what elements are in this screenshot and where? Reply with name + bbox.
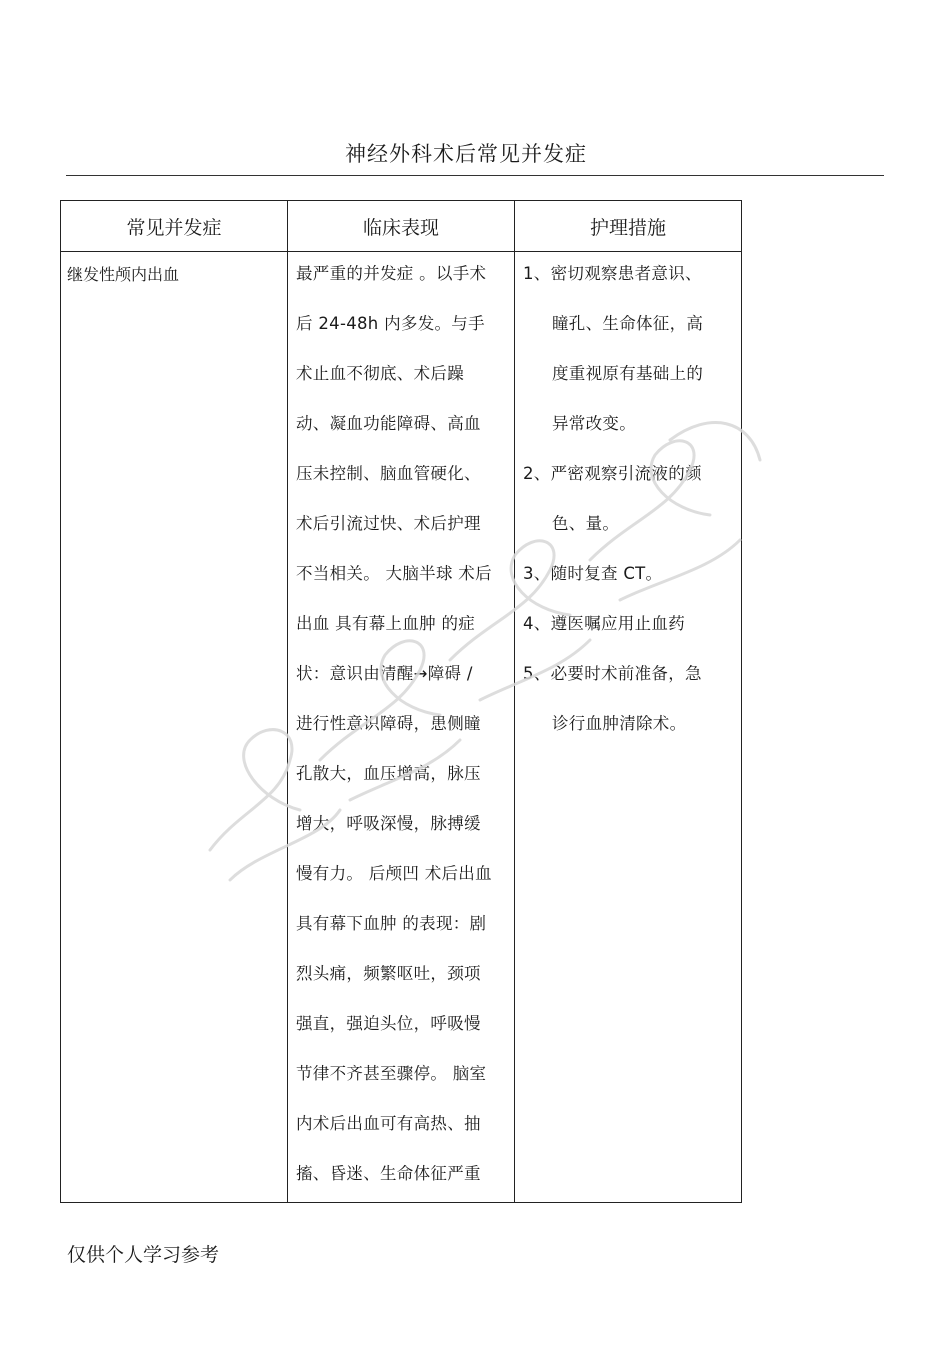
manifestation-line: 术后引流过快、术后护理 [296, 514, 481, 533]
manifestation-line: 术止血不彻底、术后躁 [296, 364, 464, 383]
manifestation-line: 具有幕下血肿 的表现：剧 [296, 914, 487, 933]
manifestation-cell [288, 252, 515, 1203]
manifestation-line: 后 24-48h 内多发。与手 [296, 314, 485, 333]
manifestation-line: 动、凝血功能障碍、高血 [296, 414, 481, 433]
care-line: 4、遵医嘱应用止血药 [523, 614, 685, 633]
header-care: 护理措施 [515, 201, 742, 252]
care-line: 5、必要时术前准备，急 [523, 664, 702, 683]
complication-table [60, 200, 742, 1203]
header-manifestation: 临床表现 [288, 201, 515, 252]
care-line: 3、随时复查 CT。 [523, 564, 663, 583]
manifestation-line: 烈头痛，频繁呕吐，颈项 [296, 964, 481, 983]
manifestation-line: 压未控制、脑血管硬化、 [296, 464, 481, 483]
manifestation-line: 孔散大，血压增高，脉压 [296, 764, 481, 783]
title-divider [66, 175, 884, 176]
care-line: 瞳孔、生命体征，高 [552, 314, 704, 333]
care-line: 度重视原有基础上的 [552, 364, 704, 383]
manifestation-line: 状：意识由清醒→障碍 / [296, 664, 473, 683]
care-line: 色、量。 [552, 514, 620, 533]
care-line: 异常改变。 [552, 414, 636, 433]
manifestation-line: 不当相关。 大脑半球 术后 [296, 564, 492, 583]
manifestation-line: 搐、昏迷、生命体征严重 [296, 1164, 481, 1183]
manifestation-line: 最严重的并发症 。以手术 [296, 264, 487, 283]
manifestation-line: 节律不齐甚至骤停。 脑室 [296, 1064, 487, 1083]
manifestation-line: 强直，强迫头位，呼吸慢 [296, 1014, 481, 1033]
care-cell [515, 252, 742, 1203]
care-line: 诊行血肿清除术。 [552, 714, 687, 733]
complication-cell: 继发性颅内出血 [61, 252, 288, 1203]
manifestation-line: 增大，呼吸深慢，脉搏缓 [296, 814, 481, 833]
manifestation-line: 进行性意识障碍，患侧瞳 [296, 714, 481, 733]
page-title: 神经外科术后常见并发症 [345, 142, 587, 166]
care-line: 2、严密观察引流液的颜 [523, 464, 702, 483]
header-complication: 常见并发症 [61, 201, 288, 252]
manifestation-line: 慢有力。 后颅凹 术后出血 [296, 864, 492, 883]
manifestation-line: 内术后出血可有高热、抽 [296, 1114, 481, 1133]
table-row [61, 252, 742, 1203]
care-line: 1、密切观察患者意识、 [523, 264, 702, 283]
table-header-row [61, 201, 742, 252]
footer-note: 仅供个人学习参考 [67, 1244, 220, 1266]
manifestation-line: 出血 具有幕上血肿 的症 [296, 614, 476, 633]
